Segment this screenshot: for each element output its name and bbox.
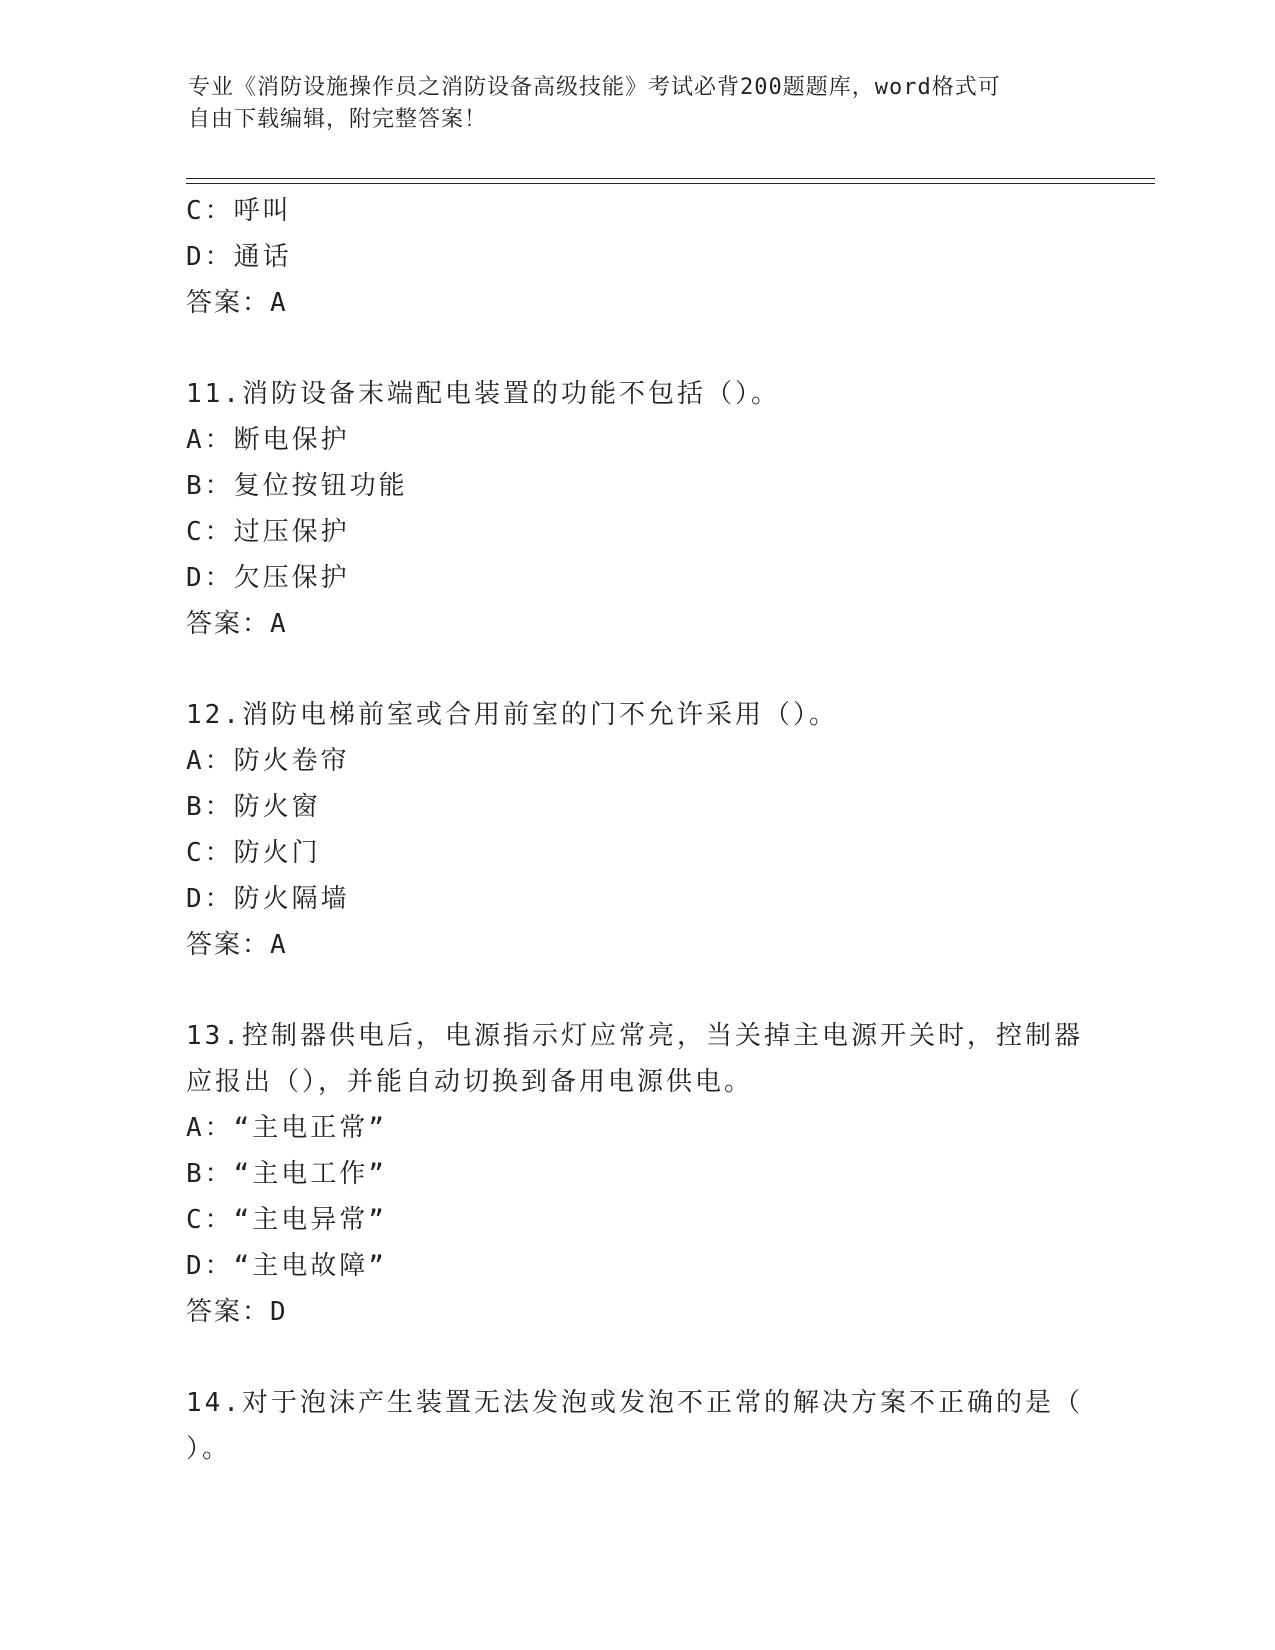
question-gap [186, 326, 1086, 371]
option-c: C：“主电异常” [186, 1205, 387, 1235]
option-d: D：“主电故障” [186, 1251, 387, 1281]
option-c: C：呼叫 [186, 196, 292, 226]
answer: 答案：A [186, 288, 288, 318]
option-c: C：过压保护 [186, 517, 350, 547]
option-d: D：通话 [186, 242, 292, 272]
option-a: A：“主电正常” [186, 1113, 387, 1143]
option-c: C：防火门 [186, 838, 321, 868]
question-stem: 12.消防电梯前室或合用前室的门不允许采用（）。 [186, 700, 838, 730]
answer: 答案：D [186, 1297, 288, 1327]
header-divider-top [186, 178, 1155, 179]
option-b: B：复位按钮功能 [186, 471, 408, 501]
question-stem-continued: ）。 [186, 1434, 232, 1464]
header-line-1: 专业《消防设施操作员之消防设备高级技能》考试必背200题题库，word格式可 [188, 75, 1001, 100]
question-gap [186, 1335, 1086, 1380]
option-a: A：防火卷帘 [186, 746, 350, 776]
option-d: D：防火隔墙 [186, 884, 350, 914]
question-stem-continued: 应报出（），并能自动切换到备用电源供电。 [186, 1067, 754, 1097]
document-header [188, 72, 1088, 136]
question-stem: 14.对于泡沫产生装置无法发泡或发泡不正常的解决方案不正确的是（ [186, 1388, 1083, 1418]
header-line-2: 自由下载编辑，附完整答案！ [188, 107, 488, 132]
question-gap [186, 968, 1086, 1013]
answer: 答案：A [186, 609, 288, 639]
option-d: D：欠压保护 [186, 563, 350, 593]
question-stem: 11.消防设备末端配电装置的功能不包括（）。 [186, 379, 780, 409]
option-b: B：防火窗 [186, 792, 321, 822]
answer: 答案：A [186, 930, 288, 960]
option-a: A：断电保护 [186, 425, 350, 455]
question-list [186, 188, 1086, 1472]
question-stem: 13.控制器供电后，电源指示灯应常亮，当关掉主电源开关时，控制器 [186, 1021, 1083, 1051]
option-b: B：“主电工作” [186, 1159, 387, 1189]
header-divider-bottom [186, 183, 1155, 184]
question-gap [186, 647, 1086, 692]
